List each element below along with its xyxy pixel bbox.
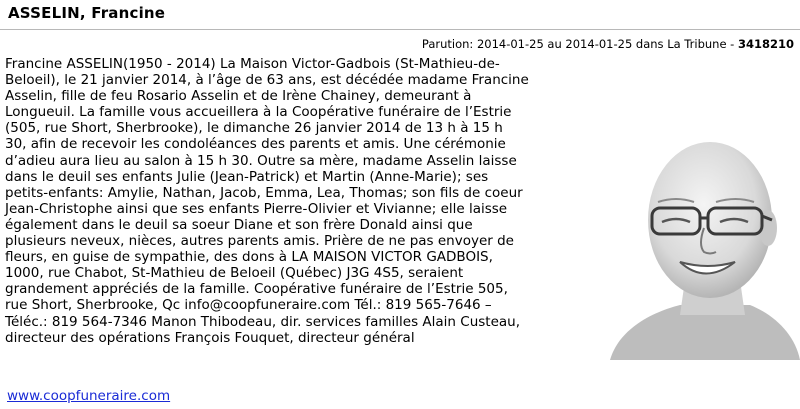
obituary-line: Téléc.: 819 564-7346 Manon Thibodeau, dir. services familles Alain Custeau, — [5, 313, 521, 330]
portrait-photo — [600, 120, 800, 360]
publication-number: 3418210 — [737, 37, 794, 51]
obituary-line: Longueuil. La famille vous accueillera à la Coopérative funéraire de l’Estrie — [5, 104, 512, 121]
obituary-line: (505, rue Short, Sherbrooke), le dimanche 26 janvier 2014 de 13 h à 15 h — [5, 120, 503, 137]
obituary-line: grandement appréciés de la famille. Coopérative funéraire de l’Estrie 505, — [5, 281, 508, 298]
publication-info — [422, 37, 794, 51]
obituary-line: petits-enfants: Amylie, Nathan, Jacob, Emma, Lea, Thomas; son fils de coeur — [5, 184, 523, 201]
obituary-line: 30, afin de recevoir les condoléances des parents et amis. Une cérémonie — [5, 136, 506, 153]
obituary-line: rue Short, Sherbrooke, Qc info@coopfuneraire.com Tél.: 819 565-7646 – — [5, 297, 492, 314]
obituary-line: 1000, rue Chabot, St-Mathieu de Beloeil (Québec) J3G 4S5, seraient — [5, 265, 464, 282]
obituary-line: Jean-Christophe ainsi que ses enfants Pierre-Olivier et Vivianne; elle laisse — [5, 200, 508, 217]
obituary-line: fleurs, en guise de sympathie, des dons à LA MAISON VICTOR GADBOIS, — [5, 249, 493, 266]
page-title: ASSELIN, Francine — [8, 4, 166, 22]
obituary-line: Francine ASSELIN(1950 - 2014) La Maison Victor-Gadbois (St-Mathieu-de- — [5, 56, 500, 72]
obituary-line: d’adieu aura lieu au salon à 15 h 30. Outre sa mère, madame Asselin laisse — [5, 152, 517, 169]
obituary-line: Asselin, fille de feu Rosario Asselin et de Irène Chainey, demeurant à — [5, 88, 472, 105]
obituary-line: Beloeil), le 21 janvier 2014, à l’âge de 63 ans, est décédée madame Francine — [5, 72, 529, 89]
obituary-line: dans le deuil ses enfants Julie (Jean-Patrick) et Martin (Anne-Marie); ses — [5, 168, 489, 185]
obituary-line: plusieurs neveux, nièces, autres parents amis. Prière de ne pas envoyer de — [5, 233, 514, 250]
website-link[interactable]: www.coopfuneraire.com — [7, 388, 171, 404]
obituary-line: également dans le deuil sa soeur Diane et son frère Donald ainsi que — [5, 216, 473, 233]
publication-text: Parution: 2014-01-25 au 2014-01-25 dans La Tribune - — [421, 37, 738, 51]
obituary-text — [5, 56, 605, 346]
obituary-line: directeur des opérations François Fouquet, directeur général — [5, 329, 415, 346]
header-divider — [0, 29, 800, 30]
